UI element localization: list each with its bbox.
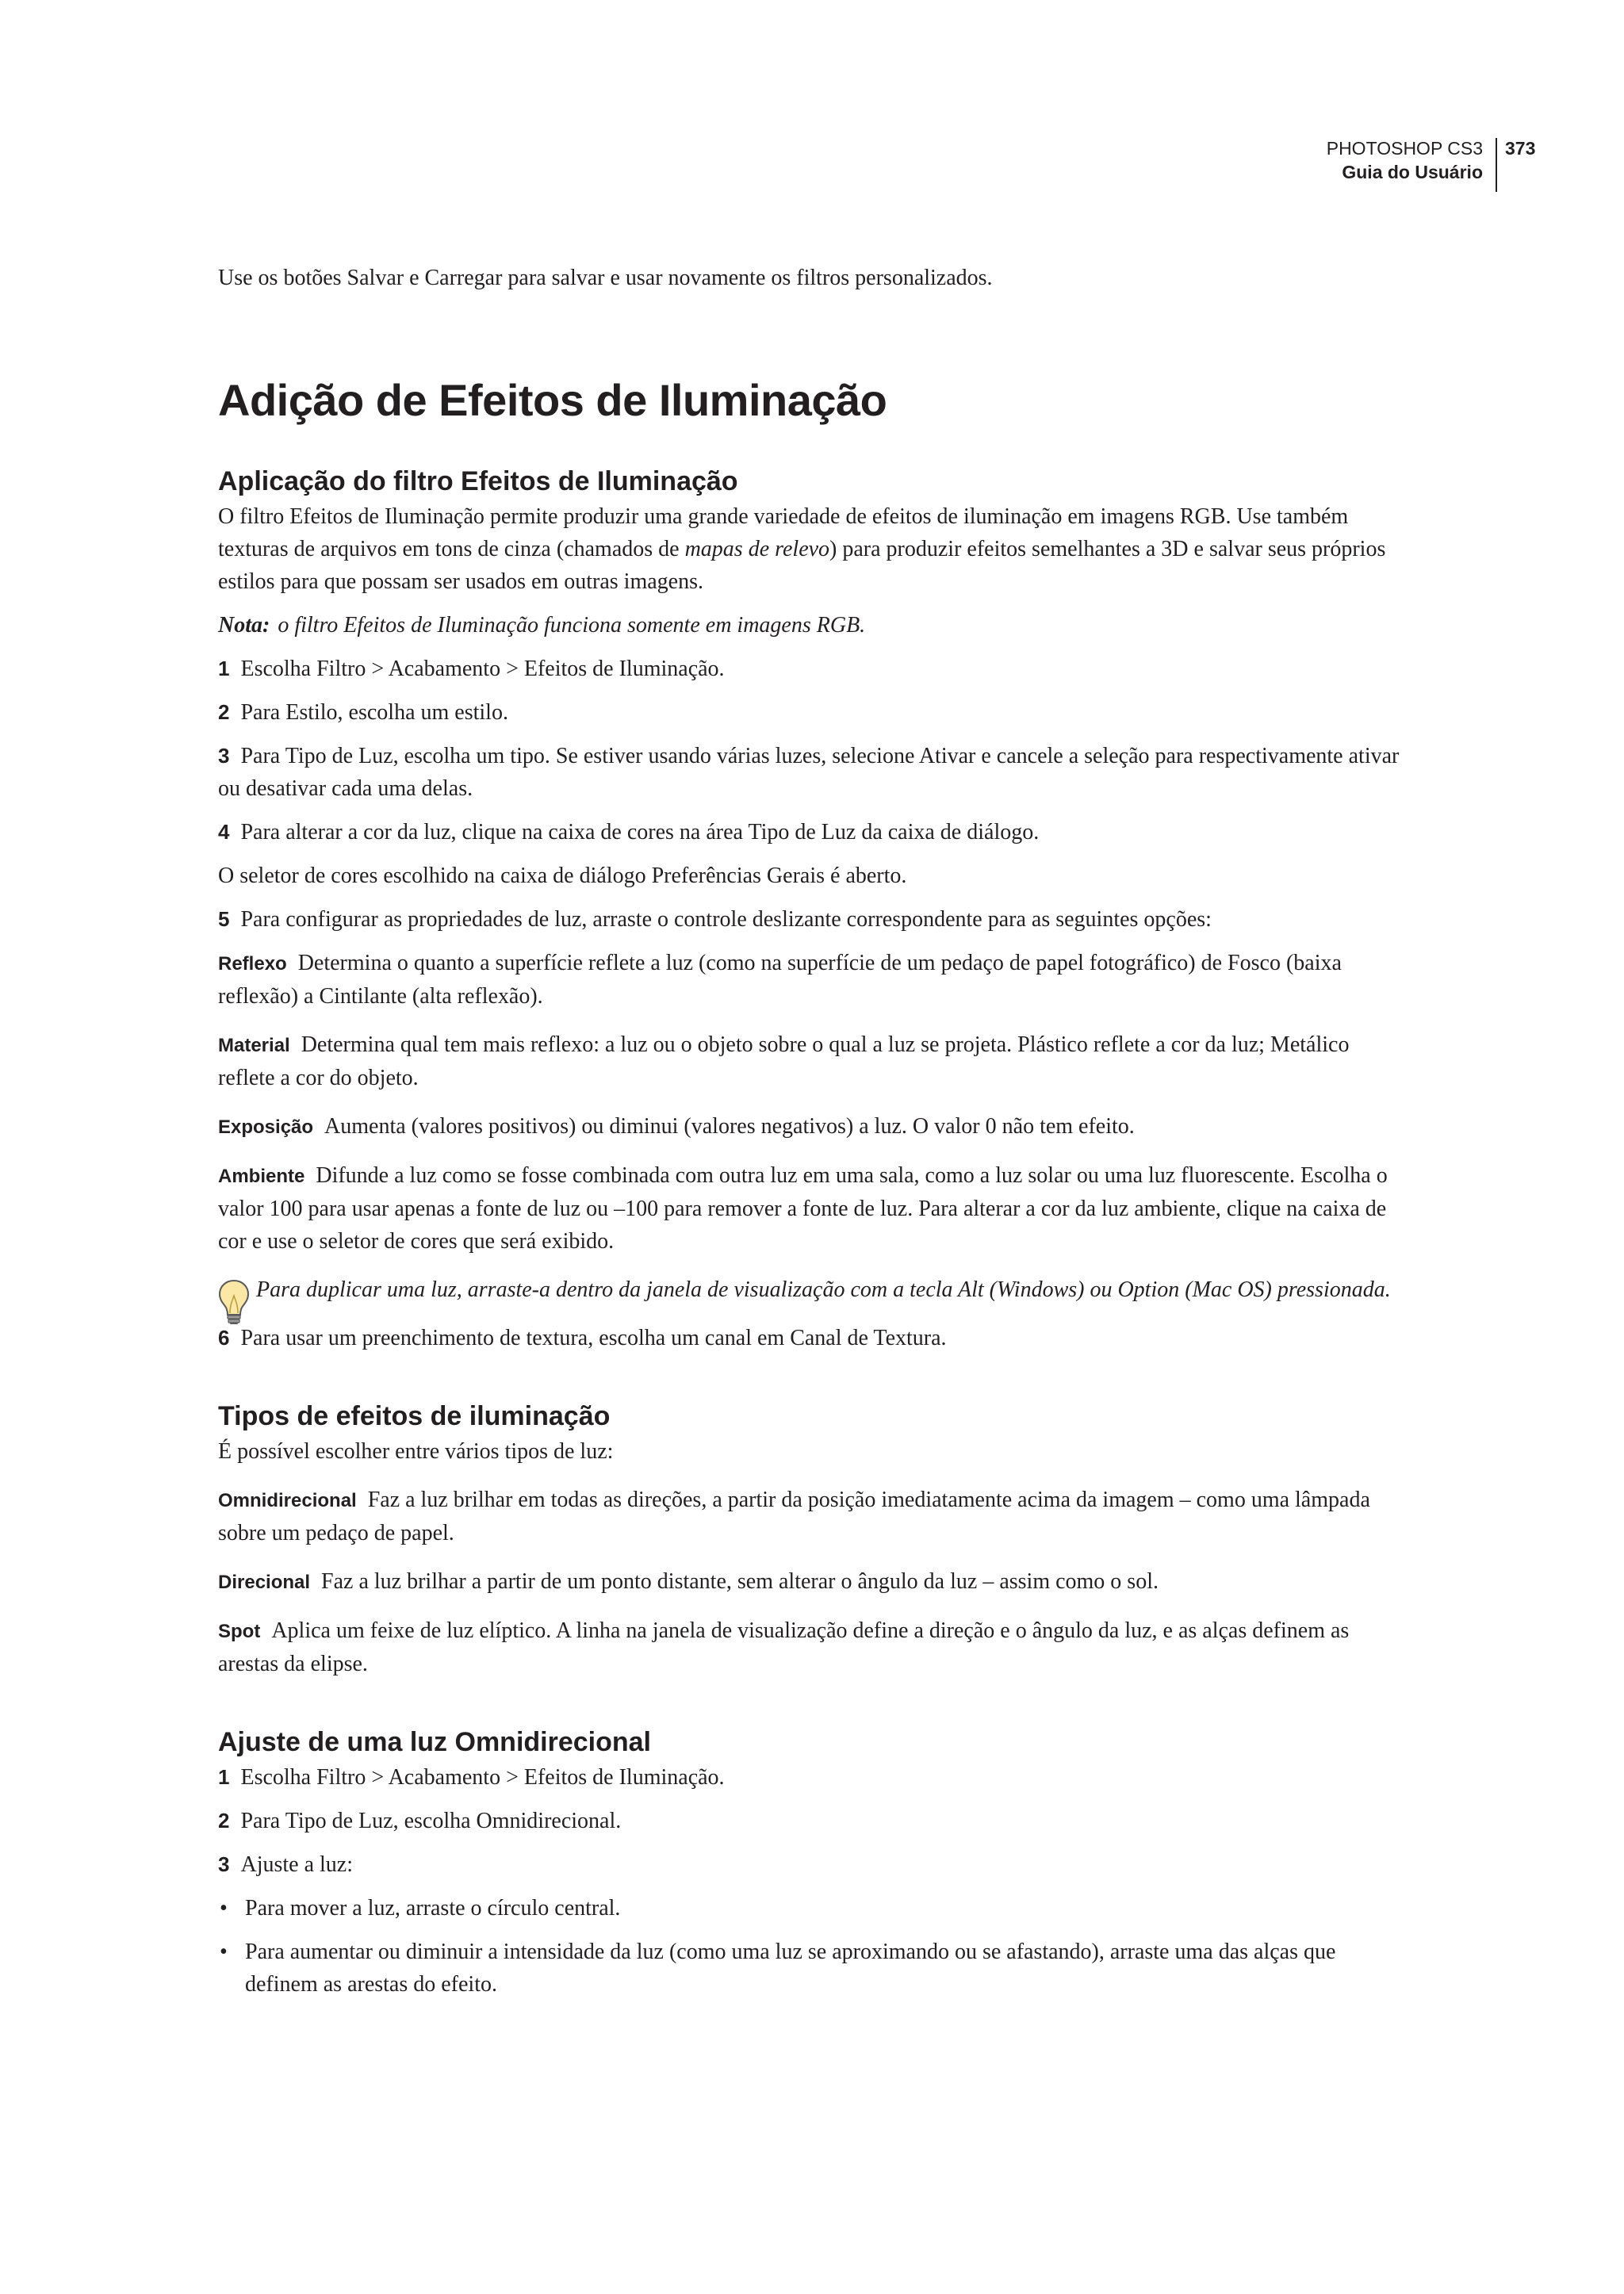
- step-number: 1: [218, 657, 230, 680]
- tip-text: Para duplicar uma luz, arraste-a dentro da janela de visualização com a tecla Alt (Windows) ou Option (Mac OS) pressionada.: [256, 1277, 1391, 1302]
- property-item: [218, 1159, 1408, 1258]
- property-term: Material: [218, 1035, 290, 1056]
- note: [218, 609, 1408, 641]
- step-item: [218, 696, 1408, 729]
- property-item: [218, 1110, 1408, 1143]
- main-title: Adição de Efeitos de Iluminação: [218, 375, 887, 425]
- bullet-text: Para aumentar ou diminuir a intensidade da luz (como uma luz se aproximando ou se afastando), arraste uma das alças que definem as arestas do efeito.: [245, 1940, 1336, 1997]
- section1-paragraph: O filtro Efeitos de Iluminação permite produzir uma grande variedade de efeitos de iluminação em imagens RGB. Use também texturas de arquivos em tons de cinza (chamados de mapas de relevo) para produzir efeitos semelhantes a 3D e salvar seus próprios estilos para que possam ser usados em outras imagens.: [218, 504, 1386, 594]
- light-type-text: Aplica um feixe de luz elíptico. A linha na janela de visualização define a direção e o ângulo da luz, e as alças definem as arestas da elipse.: [218, 1618, 1350, 1676]
- step-item: [218, 816, 1408, 848]
- light-type-text: Faz a luz brilhar a partir de um ponto distante, sem alterar o ângulo da luz – assim como o sol.: [321, 1569, 1159, 1594]
- step-item: [218, 1761, 1408, 1794]
- note-text: o filtro Efeitos de Iluminação funciona somente em imagens RGB.: [278, 613, 866, 638]
- step-text: Para usar um preenchimento de textura, escolha um canal em Canal de Textura.: [240, 1326, 947, 1350]
- step-text: Para configurar as propriedades de luz, arraste o controle deslizante correspondente para as seguintes opções:: [240, 907, 1212, 932]
- property-term: Ambiente: [218, 1166, 305, 1187]
- step-text: Escolha Filtro > Acabamento > Efeitos de Iluminação.: [240, 657, 725, 681]
- property-text: Determina o quanto a superfície reflete a luz (como na superfície de um pedaço de papel fotográfico) de Fosco (baixa reflexão) a Cintilante (alta reflexão).: [218, 951, 1342, 1009]
- light-type-term: Omnidirecional: [218, 1490, 357, 1511]
- step-item: [218, 903, 1408, 936]
- section2-intro: É possível escolher entre vários tipos de luz:: [218, 1439, 614, 1464]
- step-number: 6: [218, 1326, 230, 1350]
- intro-paragraph: Use os botões Salvar e Carregar para salvar e usar novamente os filtros personalizados.: [218, 266, 993, 290]
- page-content: [218, 262, 1408, 2001]
- step-item: [218, 653, 1408, 685]
- header-guide: Guia do Usuário: [1342, 162, 1483, 182]
- step-followup: O seletor de cores escolhido na caixa de diálogo Preferências Gerais é aberto.: [218, 864, 907, 888]
- step-text: Para alterar a cor da luz, clique na caixa de cores na área Tipo de Luz da caixa de diálogo.: [240, 820, 1040, 844]
- header-titles: [1327, 136, 1483, 184]
- step-text: Para Tipo de Luz, escolha um tipo. Se estiver usando várias luzes, selecione Ativar e cancele a seleção para respectivamente ativar ou desativar cada uma delas.: [218, 744, 1400, 801]
- step-item: [218, 1848, 1408, 1881]
- step-text: Para Estilo, escolha um estilo.: [240, 700, 508, 725]
- tip-block: [218, 1273, 1408, 1306]
- bullet-text: Para mover a luz, arraste o círculo central.: [245, 1896, 621, 1921]
- light-type-item: [218, 1484, 1408, 1549]
- property-text: Difunde a luz como se fosse combinada com outra luz em uma sala, como a luz solar ou uma luz fluorescente. Escolha o valor 100 para usar apenas a fonte de luz ou –100 para remover a fonte de luz. Para alterar a cor da luz ambiente, clique na caixa de cor e use o seletor de cores que será exibido.: [218, 1163, 1388, 1254]
- bullet-icon: •: [220, 1896, 228, 1921]
- step-text: Para Tipo de Luz, escolha Omnidirecional.: [240, 1809, 622, 1833]
- step-number: 2: [218, 700, 230, 724]
- step-text: Ajuste a luz:: [240, 1852, 353, 1877]
- step-number: 3: [218, 744, 230, 768]
- property-text: Aumenta (valores positivos) ou diminui (valores negativos) a luz. O valor 0 não tem efeito.: [324, 1114, 1135, 1139]
- header-product: PHOTOSHOP CS3: [1326, 138, 1483, 159]
- section-title-omni-light: Ajuste de uma luz Omnidirecional: [218, 1727, 651, 1757]
- property-term: Reflexo: [218, 953, 287, 975]
- header-divider: [1496, 138, 1497, 192]
- property-text: Determina qual tem mais reflexo: a luz ou o objeto sobre o qual a luz se projeta. Plástico reflete a cor da luz; Metálico reflete a cor do objeto.: [218, 1032, 1350, 1090]
- bullet-item: [218, 1936, 1408, 2001]
- light-type-item: [218, 1565, 1408, 1599]
- note-label: Nota:: [218, 613, 270, 638]
- property-item: [218, 1028, 1408, 1094]
- section-title-light-types: Tipos de efeitos de iluminação: [218, 1401, 611, 1431]
- step-item: [218, 1805, 1408, 1837]
- light-type-text: Faz a luz brilhar em todas as direções, a partir da posição imediatamente acima da imagem – como uma lâmpada sobre um pedaço de papel.: [218, 1488, 1370, 1545]
- bullet-icon: •: [220, 1940, 228, 1964]
- step-number: 5: [218, 907, 230, 931]
- step-number: 3: [218, 1852, 230, 1876]
- step-item: [218, 740, 1408, 805]
- light-type-term: Direcional: [218, 1572, 311, 1593]
- light-type-term: Spot: [218, 1621, 261, 1642]
- step-item: [218, 1322, 1408, 1354]
- step-number: 4: [218, 820, 230, 844]
- light-type-item: [218, 1614, 1408, 1680]
- step-number: 2: [218, 1809, 230, 1833]
- section-title-apply-filter: Aplicação do filtro Efeitos de Iluminação: [218, 466, 738, 496]
- bullet-item: [218, 1892, 1408, 1924]
- lightbulb-icon: [216, 1278, 251, 1326]
- property-term: Exposição: [218, 1116, 314, 1138]
- page-number: 373: [1505, 138, 1536, 159]
- step-text: Escolha Filtro > Acabamento > Efeitos de Iluminação.: [240, 1765, 725, 1790]
- step-number: 1: [218, 1765, 230, 1789]
- property-item: [218, 947, 1408, 1013]
